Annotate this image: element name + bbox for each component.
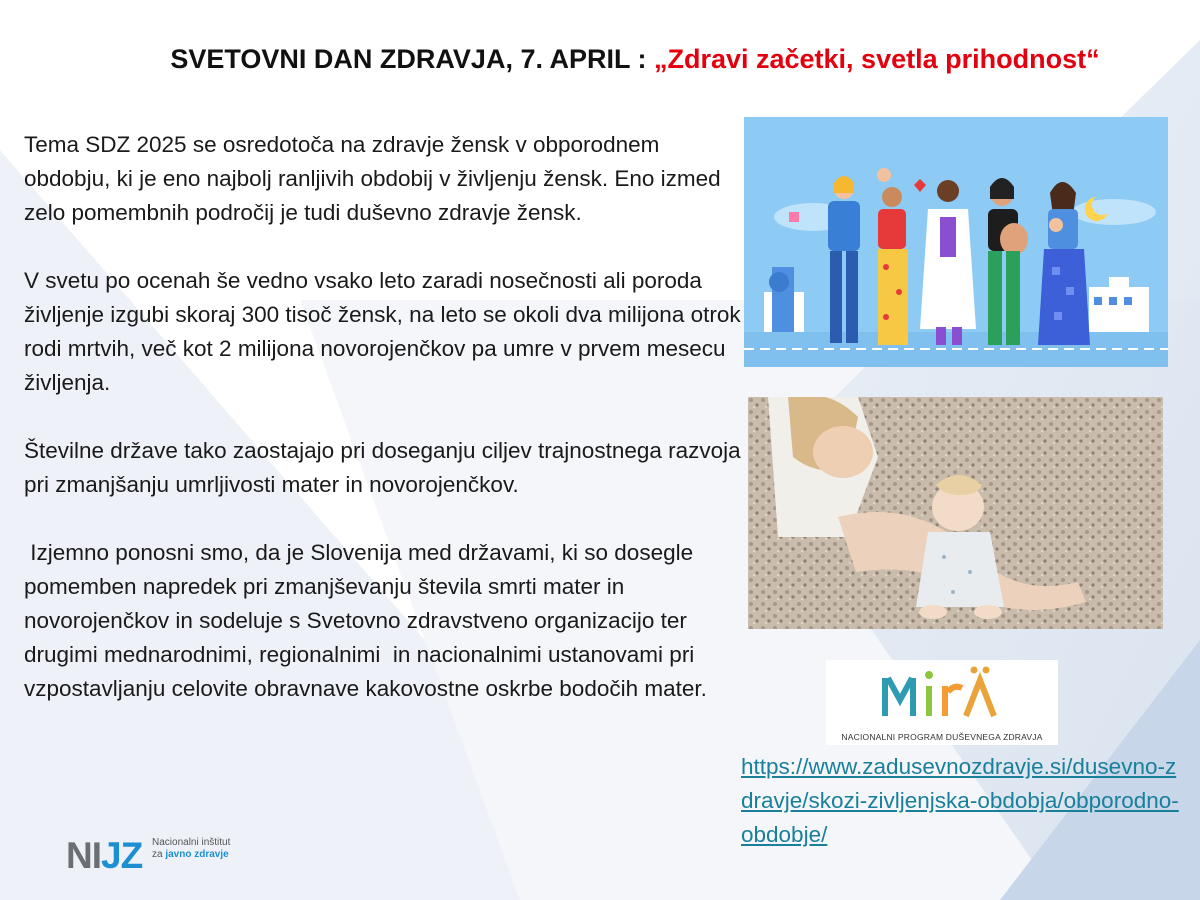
paragraph-2: V svetu po ocenah še vedno vsako leto zaradi nosečnosti ali poroda življenje izgubi skoraj 300 tisoč žensk, na leto se okoli dva milijona otrok rodi mrtvih, več kot 2 milijona novorojenčkov pa umre v prvem mesecu življenja. <box>24 268 741 395</box>
title-slogan: „Zdravi začetki, svetla prihodnost“ <box>653 44 1100 74</box>
women-illustration <box>744 117 1168 367</box>
nijz-logo <box>66 833 276 885</box>
paragraph-3: Številne države tako zaostajajo pri doseganju ciljev trajnostnega razvoja pri zmanjšanju umrljivosti mater in novorojenčkov. <box>24 438 741 497</box>
mother-baby-photo <box>748 397 1163 629</box>
body-text <box>24 128 744 740</box>
mira-wordmark <box>826 660 1058 730</box>
page-title <box>0 44 1200 75</box>
women-illustration-graphic <box>744 117 1168 367</box>
resource-link[interactable]: https://www.zadusevnozdravje.si/dusevno-zdravje/skozi-zivljenjska-obdobja/obporodno-obdobje/ <box>741 754 1179 847</box>
nijz-mark: NIJZ <box>66 835 143 876</box>
mira-logo <box>826 660 1058 745</box>
nijz-name: Nacionalni inštitut za javno zdravje <box>152 837 231 860</box>
mira-subtitle: NACIONALNI PROGRAM DUŠEVNEGA ZDRAVJA <box>841 732 1043 742</box>
title-main: SVETOVNI DAN ZDRAVJA, 7. APRIL : <box>170 44 654 74</box>
paragraph-4: Izjemno ponosni smo, da je Slovenija med državami, ki so dosegle pomemben napredek pri zmanjševanju števila smrti mater in novorojenčkov in sodeluje s Svetovno zdravstveno organizacijo ter drugimi mednarodnimi, regionalnimi in nacionalnimi ustanovami pri vzpostavljanju celovite obravnave kakovostne oskrbe bodočih mater. <box>24 540 707 701</box>
paragraph-1: Tema SDZ 2025 se osredotoča na zdravje žensk v obporodnem obdobju, ki je eno najbolj ranljivih obdobij v življenju žensk. Eno izmed zelo pomembnih področij je tudi duševno zdravje žensk. <box>24 132 721 225</box>
mother-baby-photo-graphic <box>748 397 1163 629</box>
